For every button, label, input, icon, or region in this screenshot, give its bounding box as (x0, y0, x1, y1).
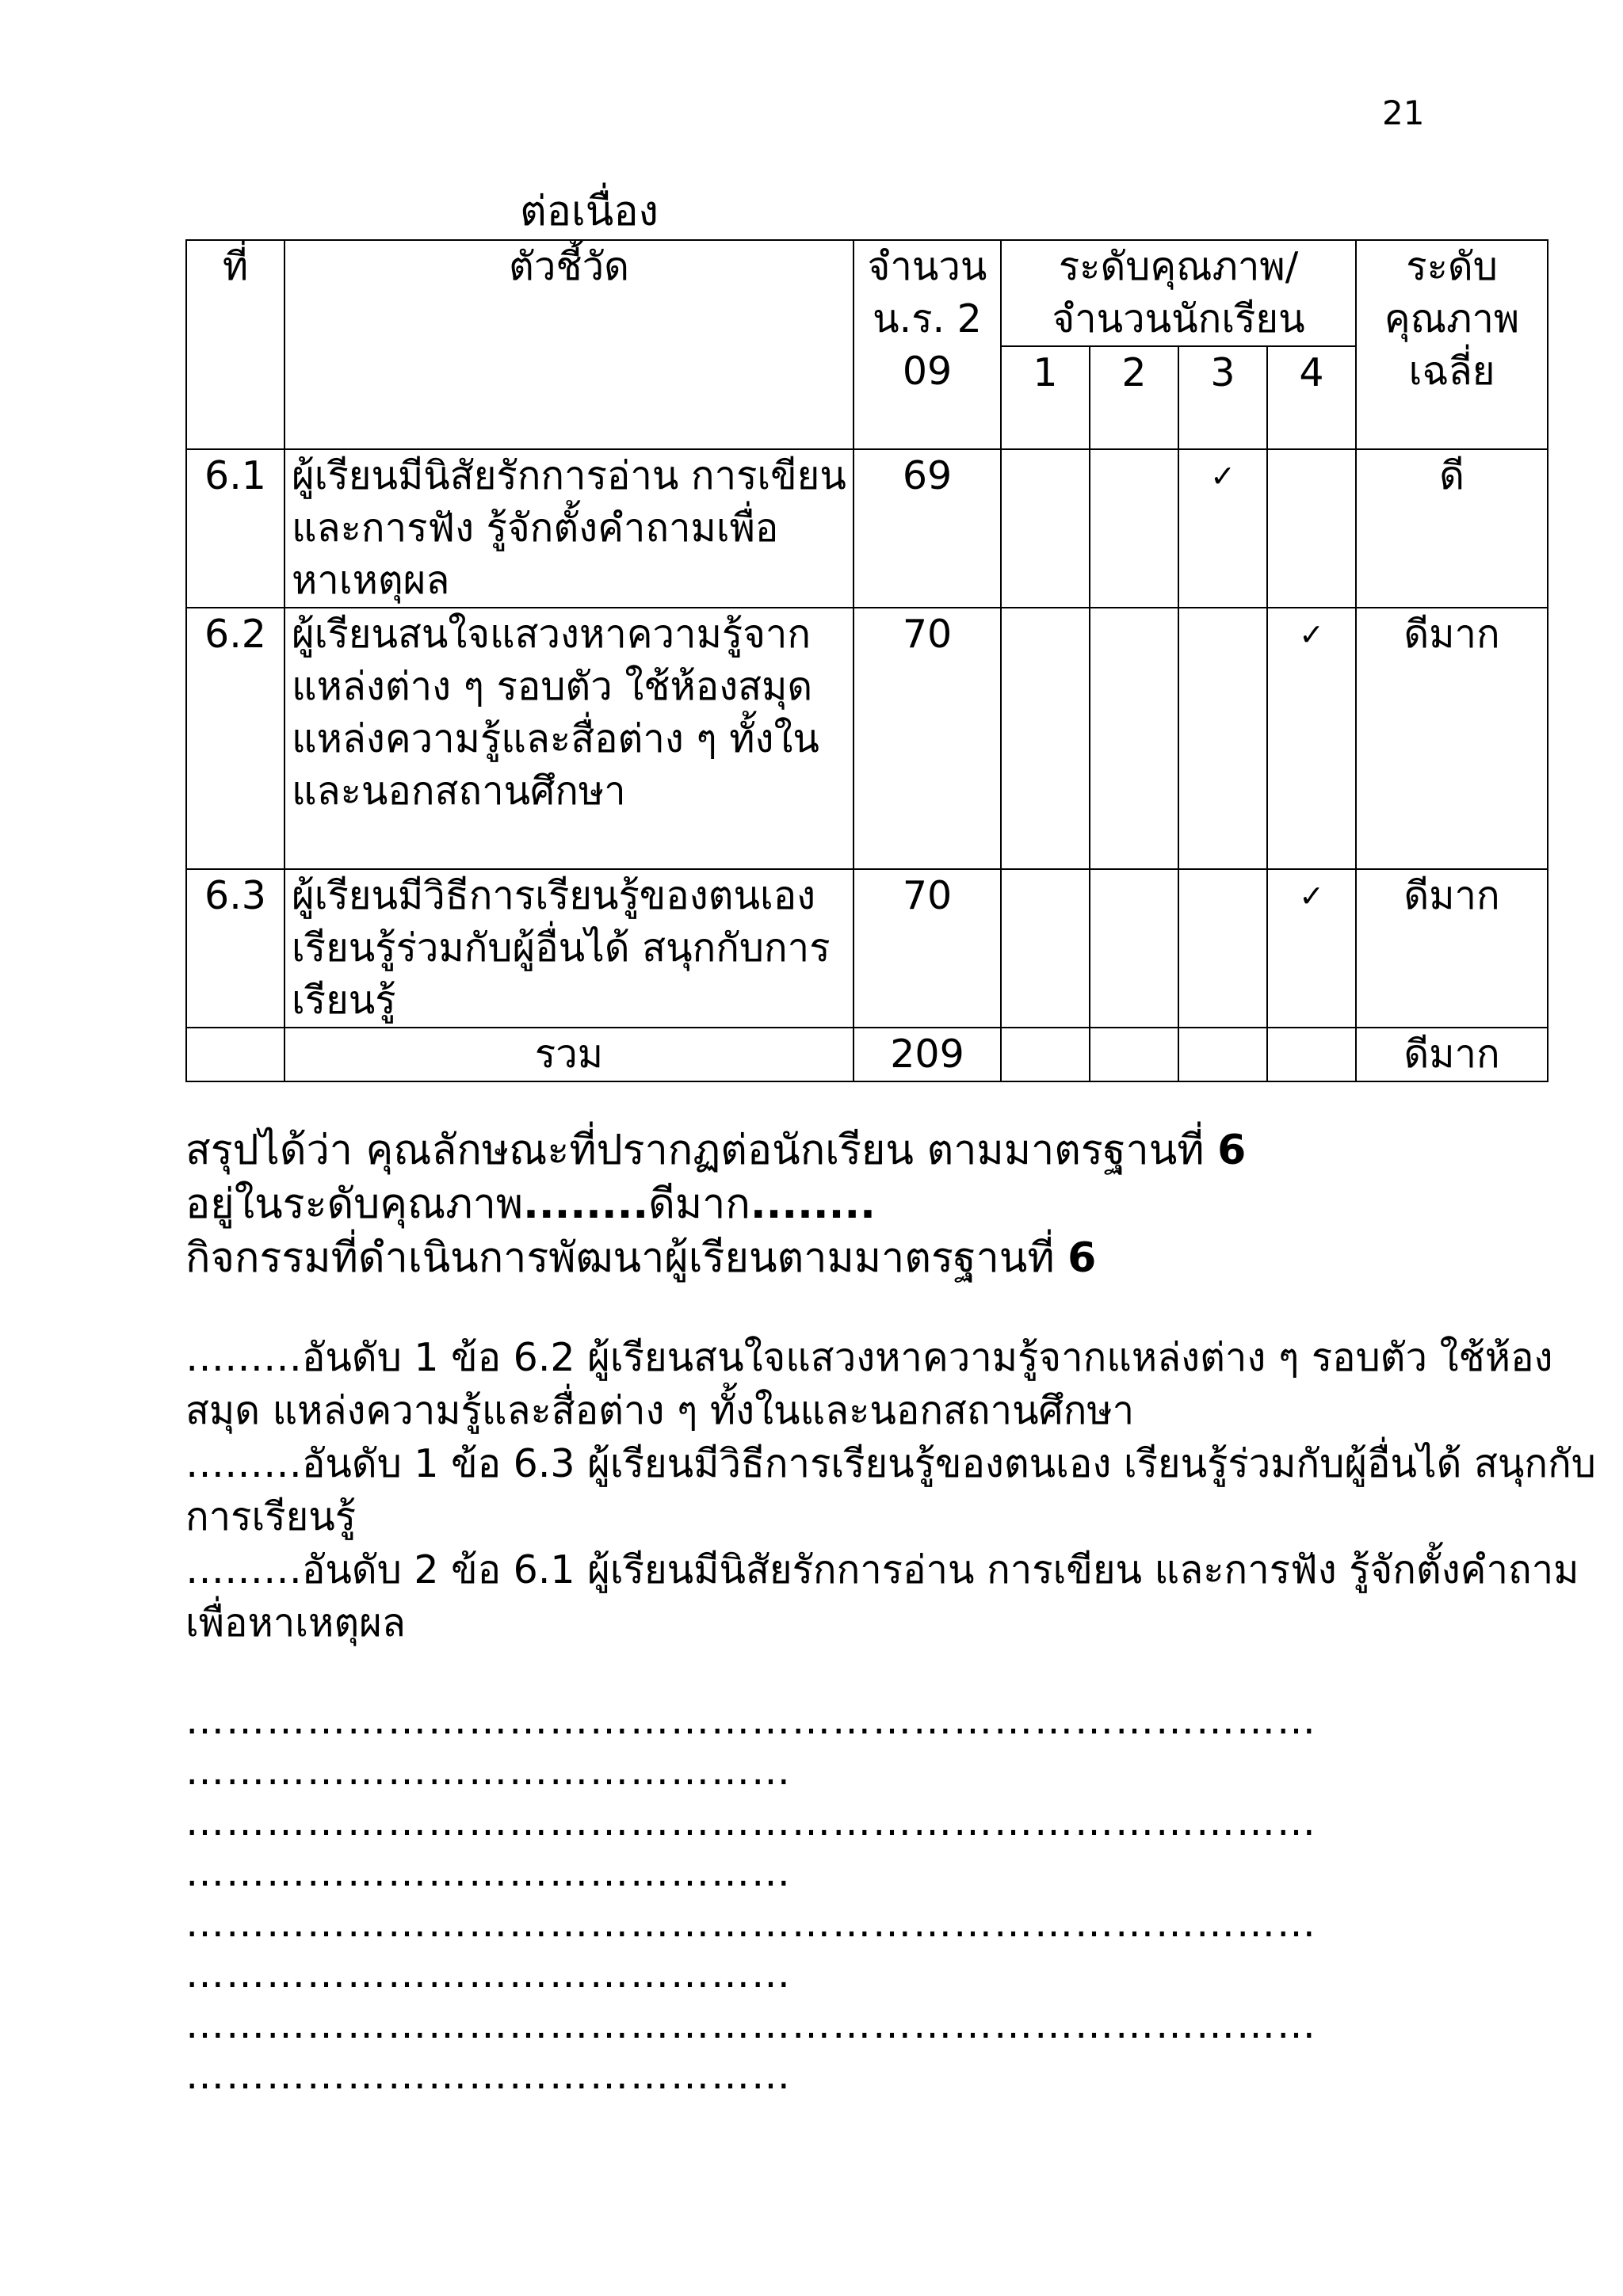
dotted-line-short: ……………………………………… (185, 1850, 792, 1895)
table-row (186, 869, 1548, 1028)
table-row (186, 608, 1548, 869)
dotted-line-short: ……………………………………… (185, 1951, 792, 1997)
row-level-2-cell (1090, 449, 1178, 608)
row-student-count: 69 (854, 449, 1001, 608)
check-mark-icon: ✓ (1267, 608, 1356, 869)
row-indicator: ผู้เรียนสนใจแสวงหาความรู้จากแหล่งต่าง ๆ รอบตัว ใช้ห้องสมุด แหล่งความรู้และสื่อต่าง ๆ ทั้งในและนอกสถานศึกษา (285, 608, 854, 869)
row-level-1-cell (1001, 449, 1090, 608)
header-level-3: 3 (1178, 346, 1267, 449)
summary-line-1 (185, 1123, 1580, 1177)
row-number: 6.2 (186, 608, 285, 869)
dotted-line-long: ………………………………………………………………………… (185, 1698, 1317, 1743)
list-item: ………อันดับ 2 ข้อ 6.1 ผู้เรียนมีนิสัยรักการอ่าน การเขียน และการฟัง รู้จักตั้งคำถามเพื่อหาเหตุผล (185, 1547, 1579, 1646)
row-number: 6.3 (186, 869, 285, 1028)
total-average-level: ดีมาก (1356, 1028, 1548, 1081)
check-mark-icon: ✓ (1178, 449, 1267, 608)
ranking-list (185, 1331, 1596, 1650)
indicator-table (185, 239, 1549, 1082)
dots-left: ........ (523, 1180, 649, 1228)
dotted-line-short: ……………………………………… (185, 2053, 792, 2098)
row-level-4-cell (1267, 449, 1356, 608)
blank-answer-lines (185, 1695, 1596, 2101)
header-level-1: 1 (1001, 346, 1090, 449)
total-row-number-cell (186, 1028, 285, 1081)
summary-line-2 (185, 1177, 1580, 1231)
quality-level-prefix: อยู่ในระดับคุณภาพ (185, 1180, 524, 1228)
header-quality-level-group: ระดับคุณภาพ/ จำนวนนักเรียน (1001, 240, 1356, 346)
dotted-line-long: ………………………………………………………………………… (185, 2002, 1317, 2047)
row-level-1-cell (1001, 608, 1090, 869)
summary-conclusion-text: สรุปได้ว่า คุณลักษณะที่ปรากฏต่อนักเรียน ตามมาตรฐานที่ (185, 1127, 1218, 1174)
header-indicator: ตัวชี้วัด (285, 240, 854, 449)
row-level-1-cell (1001, 869, 1090, 1028)
activities-heading: กิจกรรมที่ดำเนินการพัฒนาผู้เรียนตามมาตรฐานที่ (185, 1234, 1068, 1282)
total-level-4-cell (1267, 1028, 1356, 1081)
table-total-row (186, 1028, 1548, 1081)
continued-label: ต่อเนื่อง (520, 188, 659, 235)
check-mark-icon: ✓ (1267, 869, 1356, 1028)
row-average-level: ดีมาก (1356, 608, 1548, 869)
total-student-count: 209 (854, 1028, 1001, 1081)
row-average-level: ดี (1356, 449, 1548, 608)
total-label: รวม (285, 1028, 854, 1081)
row-level-3-cell (1178, 608, 1267, 869)
row-average-level: ดีมาก (1356, 869, 1548, 1028)
row-number: 6.1 (186, 449, 285, 608)
activities-standard-number: 6 (1067, 1234, 1097, 1282)
row-student-count: 70 (854, 608, 1001, 869)
summary-block (185, 1123, 1580, 1285)
row-student-count: 70 (854, 869, 1001, 1028)
header-level-4: 4 (1267, 346, 1356, 449)
row-level-2-cell (1090, 608, 1178, 869)
total-level-1-cell (1001, 1028, 1090, 1081)
list-item: ………อันดับ 1 ข้อ 6.3 ผู้เรียนมีวิธีการเรียนรู้ของตนเอง เรียนรู้ร่วมกับผู้อื่นได้ สนุกกับการเรียนรู้ (185, 1441, 1596, 1539)
header-level-2: 2 (1090, 346, 1178, 449)
header-no: ที่ (186, 240, 285, 449)
list-item: ………อันดับ 1 ข้อ 6.2 ผู้เรียนสนใจแสวงหาความรู้จากแหล่งต่าง ๆ รอบตัว ใช้ห้องสมุด แหล่งความรู้และสื่อต่าง ๆ ทั้งในและนอกสถานศึกษา (185, 1335, 1553, 1433)
standard-number: 6 (1217, 1127, 1247, 1174)
row-indicator: ผู้เรียนมีนิสัยรักการอ่าน การเขียน และการฟัง รู้จักตั้งคำถามเพื่อหาเหตุผล (285, 449, 854, 608)
total-level-3-cell (1178, 1028, 1267, 1081)
page-number: 21 (1382, 93, 1425, 132)
dotted-line-short: ……………………………………… (185, 1749, 792, 1794)
dotted-line-long: ………………………………………………………………………… (185, 1799, 1317, 1844)
dotted-line-long: ………………………………………………………………………… (185, 1901, 1317, 1946)
dots-right: ........ (750, 1180, 876, 1228)
header-average-level: ระดับคุณภาพเฉลี่ย (1356, 240, 1548, 449)
row-indicator: ผู้เรียนมีวิธีการเรียนรู้ของตนเอง เรียนรู้ร่วมกับผู้อื่นได้ สนุกกับการเรียนรู้ (285, 869, 854, 1028)
quality-level-value: ดีมาก (648, 1180, 750, 1228)
row-level-2-cell (1090, 869, 1178, 1028)
table-row (186, 449, 1548, 608)
row-level-3-cell (1178, 869, 1267, 1028)
header-student-count: จำนวนน.ร. 209 (854, 240, 1001, 449)
total-level-2-cell (1090, 1028, 1178, 1081)
summary-line-3 (185, 1231, 1580, 1285)
